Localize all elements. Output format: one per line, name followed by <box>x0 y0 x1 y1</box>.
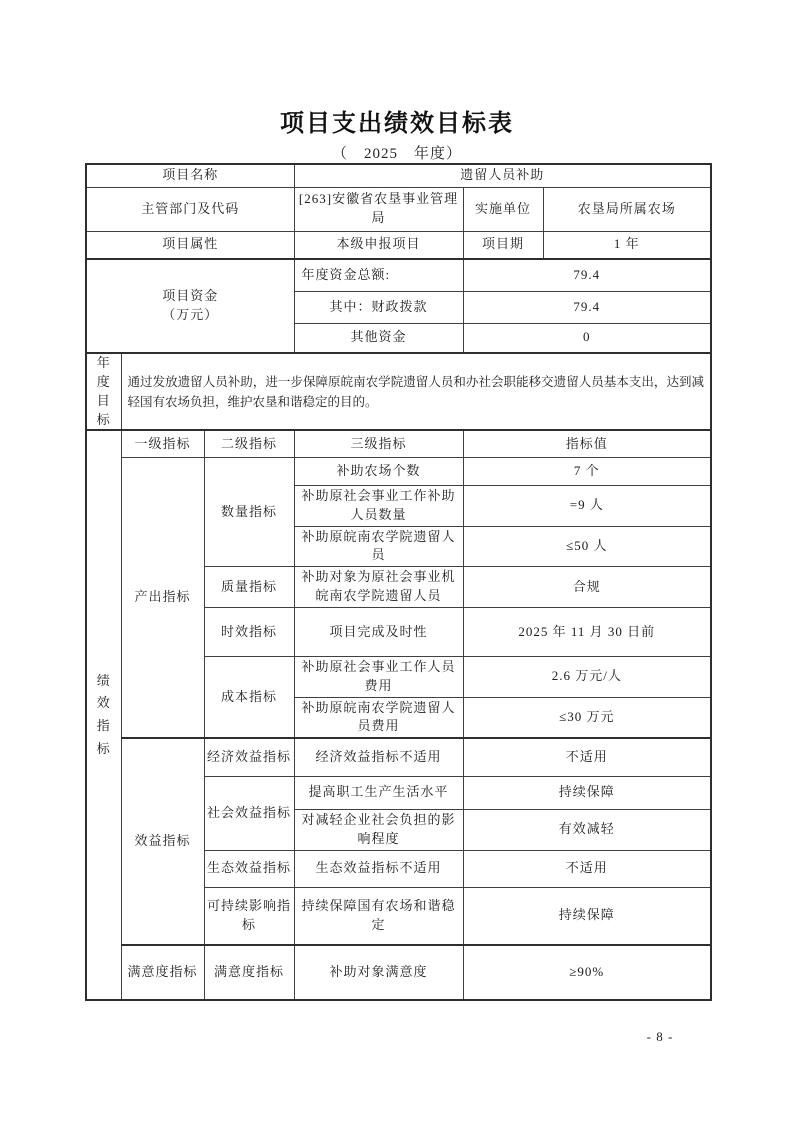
dept-value: [263]安徽省农垦事业管理局 <box>294 187 463 231</box>
indicator-name: 提高职工生产生活水平 <box>294 776 463 809</box>
funding-label <box>86 259 294 353</box>
table-row <box>86 353 711 430</box>
indicator-value: ≤30 万元 <box>463 697 711 738</box>
level1-satisfaction: 满意度指标 <box>121 945 204 1000</box>
funding-fiscal-value: 79.4 <box>463 291 711 323</box>
level2-quality: 质量指标 <box>204 567 294 608</box>
indicator-value: 不适用 <box>463 850 711 887</box>
header-level2: 二级指标 <box>204 430 294 457</box>
indicators-side-label-text: 绩效指标 <box>96 672 111 756</box>
project-attr-label: 项目属性 <box>86 231 294 259</box>
funding-other-label: 其他资金 <box>294 323 463 353</box>
page-title: 项目支出绩效目标表 <box>280 111 514 137</box>
level2-social: 社会效益指标 <box>204 776 294 850</box>
project-name-value: 遗留人员补助 <box>294 164 711 187</box>
table-row <box>86 259 711 291</box>
performance-target-table <box>85 163 712 1001</box>
funding-total-value: 79.4 <box>463 259 711 291</box>
level2-economic: 经济效益指标 <box>204 738 294 776</box>
project-period-label: 项目期 <box>463 231 543 259</box>
indicator-name: 补助农场个数 <box>294 457 463 485</box>
indicator-value: 合规 <box>463 567 711 608</box>
indicator-value: ≤50 人 <box>463 526 711 567</box>
header-value: 指标值 <box>463 430 711 457</box>
dept-label: 主管部门及代码 <box>86 187 294 231</box>
header-level3: 三级指标 <box>294 430 463 457</box>
indicator-name: 生态效益指标不适用 <box>294 850 463 887</box>
indicator-name: 补助对象为原社会事业机皖南农学院遗留人员 <box>294 567 463 608</box>
table-row <box>86 430 711 457</box>
table-row <box>86 945 711 1000</box>
impl-unit-label: 实施单位 <box>463 187 543 231</box>
indicator-value: 持续保障 <box>463 887 711 945</box>
project-period-value: 1 年 <box>543 231 711 259</box>
indicators-side-label <box>86 430 121 1000</box>
level1-output: 产出指标 <box>121 457 204 738</box>
indicator-value: 有效减轻 <box>463 809 711 850</box>
indicator-value: 持续保障 <box>463 776 711 809</box>
table-row <box>86 738 711 776</box>
header-level1: 一级指标 <box>121 430 204 457</box>
indicator-name: 持续保障国有农场和谐稳定 <box>294 887 463 945</box>
table-row <box>86 187 711 231</box>
annual-goal-label <box>86 353 121 430</box>
indicator-name: 补助原社会事业工作补助人员数量 <box>294 485 463 526</box>
project-name-label: 项目名称 <box>86 164 294 187</box>
funding-label-line1: 项目资金 <box>162 288 219 304</box>
funding-label-line2: （万元） <box>162 307 219 322</box>
indicator-name: 项目完成及时性 <box>294 607 463 656</box>
project-attr-value: 本级申报项目 <box>294 231 463 259</box>
indicator-name: 对减轻企业社会负担的影响程度 <box>294 809 463 850</box>
impl-unit-value: 农垦局所属农场 <box>543 187 711 231</box>
funding-fiscal-label: 其中：财政拨款 <box>294 291 463 323</box>
indicator-value: ≥90% <box>463 945 711 1000</box>
indicator-name: 补助对象满意度 <box>294 945 463 1000</box>
level1-benefit: 效益指标 <box>121 738 204 945</box>
page-subtitle: （ 2025 年度） <box>331 146 462 162</box>
annual-goal-label-text: 年度目标 <box>96 355 111 427</box>
level2-ecological: 生态效益指标 <box>204 850 294 887</box>
level2-timeliness: 时效指标 <box>204 607 294 656</box>
indicator-value: 7 个 <box>463 457 711 485</box>
level2-sustainability: 可持续影响指标 <box>204 887 294 945</box>
indicator-value: 2.6 万元/人 <box>463 656 711 697</box>
indicator-value: =9 人 <box>463 485 711 526</box>
indicator-name: 补助原社会事业工作人员费用 <box>294 656 463 697</box>
annual-goal-text: 通过发放遗留人员补助，进一步保障原皖南农学院遗留人员和办社会职能移交遗留人员基本支出，达到减轻国有农场负担，维护农垦和谐稳定的目的。 <box>121 353 711 430</box>
level2-cost: 成本指标 <box>204 656 294 738</box>
indicator-name: 补助原皖南农学院遗留人员 <box>294 526 463 567</box>
page-number: - 8 - <box>646 1029 674 1044</box>
table-row <box>86 164 711 187</box>
indicator-name: 经济效益指标不适用 <box>294 738 463 776</box>
indicator-value: 2025 年 11 月 30 日前 <box>463 607 711 656</box>
table-row <box>86 231 711 259</box>
funding-other-value: 0 <box>463 323 711 353</box>
level2-quantity: 数量指标 <box>204 457 294 566</box>
indicator-name: 补助原皖南农学院遗留人员费用 <box>294 697 463 738</box>
indicator-value: 不适用 <box>463 738 711 776</box>
table-row <box>86 457 711 485</box>
funding-total-label: 年度资金总额: <box>294 259 463 291</box>
level2-satisfaction: 满意度指标 <box>204 945 294 1000</box>
